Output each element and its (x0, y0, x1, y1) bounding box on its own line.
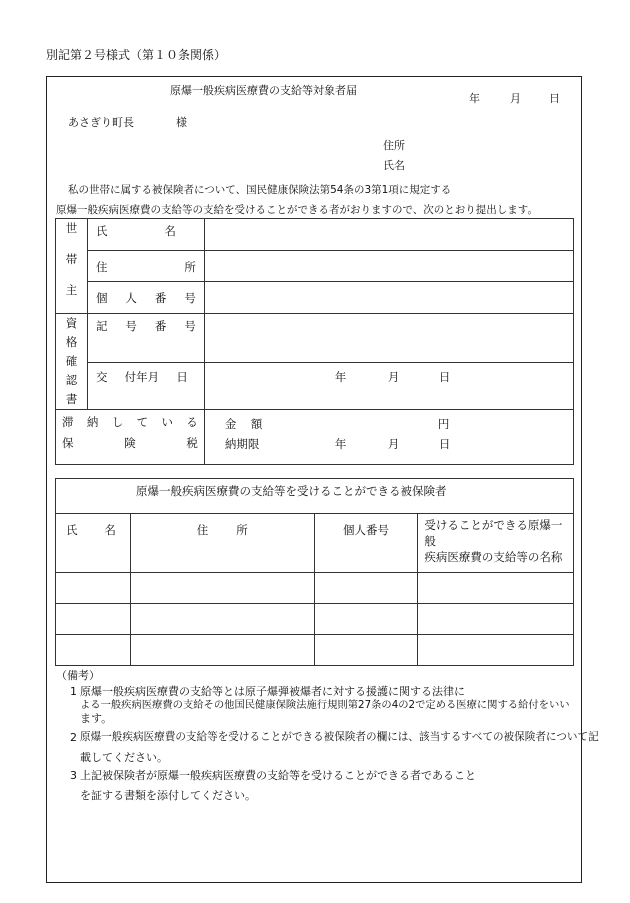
insured-table-title: 原爆一般疾病医療費の支給等を受けることができる被保険者 (56, 479, 574, 514)
col-header-benefit-name: 受けることができる原爆一般 疾病医療費の支給等の名称 (418, 514, 574, 573)
amount-unit: 円 (437, 417, 450, 431)
symbol-number-field[interactable] (204, 314, 573, 363)
householder-side-label: 世 帯 主 (56, 219, 88, 314)
row-name-cell[interactable] (56, 635, 131, 666)
note-2-number: 2 (70, 731, 77, 744)
addressee-honorific: 様 (176, 116, 187, 129)
addressee-name: あさぎり町長 (68, 116, 134, 129)
note-1-number: 1 (70, 685, 77, 698)
householder-name-label: 氏 名 (87, 219, 204, 251)
form-title: 原爆一般疾病医療費の支給等対象者届 (170, 84, 357, 97)
row-number-cell[interactable] (314, 604, 418, 635)
row-number-cell[interactable] (314, 635, 418, 666)
deadline-label: 納期限 (224, 437, 260, 451)
row-name-cell[interactable] (56, 604, 131, 635)
applicant-address-label: 住所 (383, 139, 405, 152)
note-1-line-2: よる一般疾病医療費の支給その他国民健康保険法施行規則第27条の4の2で定める医療に関する給付をいい (80, 699, 570, 711)
householder-address-label: 住 所 (87, 251, 204, 282)
insurance-card-side-label: 資 格 確 認 書 (56, 314, 88, 410)
row-benefit-cell[interactable] (418, 573, 574, 604)
intro-line-2: 原爆一般疾病医療費の支給等の支給を受けることができる者がおりますので、次のとおり提出します。 (56, 204, 538, 216)
issue-date-label: 交 付年月 日 (87, 363, 204, 410)
issue-day-unit: 日 (438, 370, 451, 384)
deadline-month-unit: 月 (387, 437, 400, 451)
arrears-label: 滞 納 し て い る 保 険 税 (56, 410, 205, 465)
row-address-cell[interactable] (130, 604, 314, 635)
note-3-number: 3 (70, 769, 77, 782)
arrears-field[interactable] (204, 410, 573, 465)
row-benefit-cell[interactable] (418, 604, 574, 635)
date-month-label: 月 (510, 92, 521, 105)
householder-number-field[interactable] (204, 282, 573, 314)
col-header-address: 住 所 (130, 514, 314, 573)
row-number-cell[interactable] (314, 573, 418, 604)
householder-name-field[interactable] (204, 219, 573, 251)
note-1-line-3: ます。 (80, 712, 113, 725)
form-label: 別記第２号様式（第１０条関係） (46, 48, 227, 62)
row-address-cell[interactable] (130, 635, 314, 666)
amount-label-2: 額 (250, 417, 263, 431)
householder-number-label: 個 人 番 号 (87, 282, 204, 314)
note-2-line-1: 原爆一般疾病医療費の支給等を受けることができる被保険者の欄には、該当するすべての被保険者について記 (80, 731, 599, 743)
applicant-name-label: 氏名 (383, 159, 405, 172)
deadline-year-unit: 年 (334, 437, 347, 451)
symbol-number-label: 記 号 番 号 (87, 314, 204, 363)
issue-month-unit: 月 (387, 370, 400, 384)
householder-address-field[interactable] (204, 251, 573, 282)
note-2-line-2: 載してください。 (80, 751, 168, 764)
date-year-label: 年 (469, 92, 480, 105)
row-name-cell[interactable] (56, 573, 131, 604)
issue-year-unit: 年 (334, 370, 347, 384)
householder-table (55, 218, 574, 465)
deadline-day-unit: 日 (438, 437, 451, 451)
row-address-cell[interactable] (130, 573, 314, 604)
issue-date-field[interactable] (204, 363, 573, 410)
col-header-personal-number: 個人番号 (314, 514, 418, 573)
intro-line-1: 私の世帯に属する被保険者について、国民健康保険法第54条の3第1項に規定する (68, 184, 452, 196)
note-1-line-1: 原爆一般疾病医療費の支給等とは原子爆弾被爆者に対する援護に関する法律に (80, 685, 465, 698)
notes-heading: （備考） (56, 669, 100, 682)
date-day-label: 日 (549, 92, 560, 105)
table-row (56, 573, 574, 604)
row-benefit-cell[interactable] (418, 635, 574, 666)
note-3-line-1: 上記被保険者が原爆一般疾病医療費の支給等を受けることができる者であること (80, 769, 476, 782)
insured-table (55, 478, 574, 666)
table-row (56, 635, 574, 666)
col-header-name: 氏 名 (56, 514, 131, 573)
note-3-line-2: を証する書類を添付してください。 (80, 789, 256, 802)
amount-label-1: 金 (224, 417, 237, 431)
table-row (56, 604, 574, 635)
